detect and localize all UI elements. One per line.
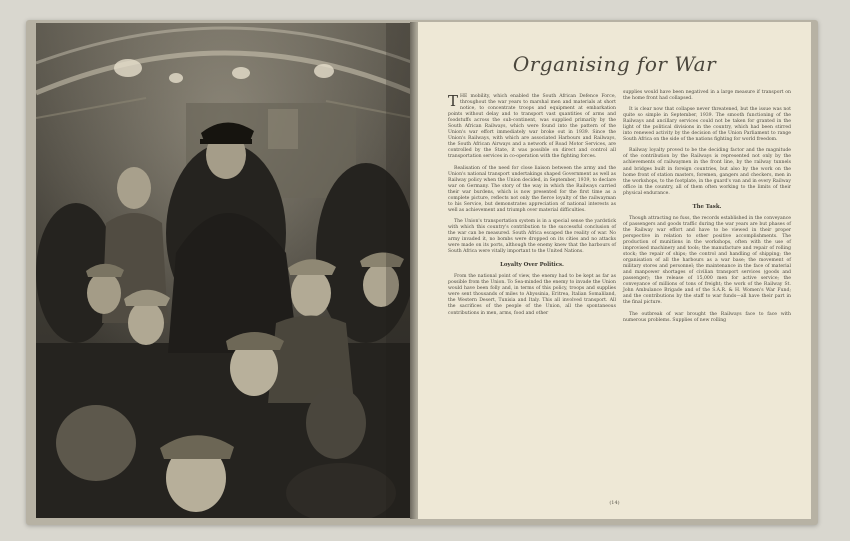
text-page bbox=[418, 22, 811, 519]
paragraph-text: HE mobility, which enabled the South African Defence Force, throughout the war years to marshal men and materials at short notice, to concentrate troops and equipment at embarkation points without delay and to transport vast quantities of arms and foodstuffs across the sub-continent, was supplied primarily by the South African Railways, which were found into the pattern of the Union's war effort immediately war broke out in 1939. Since the Union's Railways, with which are associated Harbours and Railways, the South African Airways and a network of Road Motor Services, are controlled by the State, it was possible on direct and control all transportation services in co-operation with the fighting forces. bbox=[448, 94, 616, 160]
carriage-photo bbox=[36, 23, 414, 518]
paragraph: Though attracting no fuss, the records established in the conveyance of passengers and goods traffic during the war years are but phases of the Railway war effort and have to be viewed in their proper perspective in relation to other positive accomplishments. The production of munitions in the workshops, often with the use of improvised machinery and tools; the manufacture and repair of rolling stock; the repair of ships; the control and handling of shipping; the organisation of all the harbours as a war base; the movement of military stores and personnel; the maintenance in the face of material and manpower shortages of civilian transport services (goods and passenger); the release of 15,000 men for active service; the conveyance of millions of tons of freight; the work of the Railway St. John Ambulance Brigade and of the S.A.R. & H. Women's War Fund; and the contributions by the staff to war funds—all have their part in the final picture. bbox=[623, 215, 791, 306]
paragraph: Realisation of the need for close liaison between the army and the Union's national transport undertakings shaped Government as well as Railway policy when the Union decided, in September, 1939, to declare war on Germany. The story of the way in which the Railways carried their war burdens, which is now presented for the first time as a complete picture, reflects not only the fierce loyalty of the railwayman to his Service, but demonstrates appreciation of national interests as well as achievement and triumph over material difficulties. bbox=[448, 165, 616, 213]
section-heading: The Task. bbox=[692, 203, 722, 210]
paragraph: The outbreak of war brought the Railways face to face with numerous problems. Supplies of new rolling bbox=[623, 311, 791, 323]
paragraph: From the national point of view, the enemy had to be kept as far as possible from the Union. To Sea-minded the enemy to invade the Union would have been folly and, in terms of this policy, troops and supplies were sent thousands of miles to Abyssinia, Eritrea, Italian Somaliland, the Western Desert, Tunisia and Italy. This all involved transport. All the sacrifices of the people of the Union, all the spontaneous contributions in men, arms, food and other bbox=[448, 274, 616, 316]
paragraph: Railway loyalty proved to be the deciding factor and the magnitude of the contribution by the Railways is represented not only by the achievements of railwaymen in the front line, by the railway tunnels and bridges built in foreign countries, but also by the work on the home front of station masters, foremen, gangers and checkers, men in the workshops, to the footplate, in the guard's van and in every Railway office in the country, all of them often working to the limits of their physical endurance. bbox=[623, 148, 791, 196]
drop-cap: T bbox=[448, 92, 459, 110]
text-column-right bbox=[623, 90, 791, 329]
section-heading: Loyalty Over Politics. bbox=[500, 262, 564, 269]
paragraph: The Union's transportation system is in a special sense the yardstick with which this country's contribution to the successful conclusion of the war can be measured. South Africa escaped the reality of war. No army invaded it, no bombs were dropped on its cities and no attacks were made on its ports, although the enemy knew that the harbours of South Africa were vitally important to the United Nations. bbox=[448, 218, 616, 255]
text-column-left bbox=[448, 94, 616, 322]
paragraph: It is clear now that collapse never threatened, but the issue was not quite so simple in September, 1939. The smooth functioning of the Railways and ancillary services could not be taken for granted in the light of the political divisions in the country, which had been stirred into renewed activity by the decision of the Union Parliament to range South Africa on the side of the nations fighting for world freedom. bbox=[623, 107, 791, 143]
paragraph bbox=[448, 94, 616, 161]
page-title: Organising for War bbox=[512, 52, 717, 76]
page-number: (14) bbox=[609, 500, 620, 506]
paragraph: supplies would have been negatived in a large measure if transport on the home front had collapsed. bbox=[623, 90, 791, 102]
photo-page bbox=[36, 23, 414, 518]
